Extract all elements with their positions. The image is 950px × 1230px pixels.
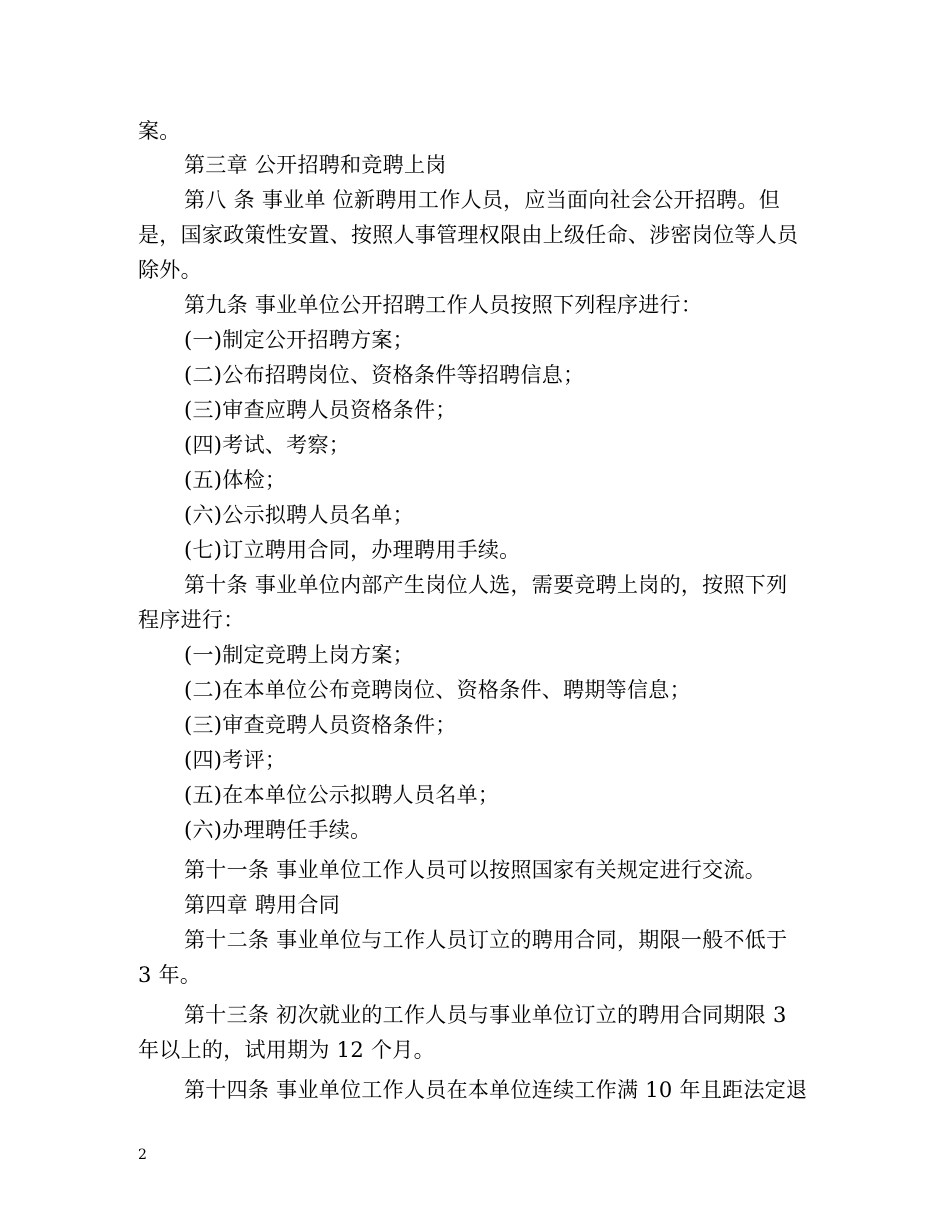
page-number: 2: [138, 1147, 147, 1163]
list-item: (一)制定竞聘上岗方案；: [184, 643, 414, 667]
list-item: (四)考评；: [184, 748, 287, 772]
text-line: 第九条 事业单位公开招聘工作人员按照下列程序进行：: [184, 293, 703, 317]
text-line: 案。: [138, 119, 181, 143]
list-item: (三)审查竞聘人员资格条件；: [184, 713, 457, 737]
list-item: (七)订立聘用合同，办理聘用手续。: [184, 538, 521, 562]
text-line: 程序进行：: [138, 608, 245, 632]
text-line: 第十二条 事业单位与工作人员订立的聘用合同，期限一般不低于: [184, 928, 788, 952]
chapter-heading: 第四章 聘用合同: [184, 893, 341, 917]
list-item: (一)制定公开招聘方案；: [184, 328, 414, 352]
text-line: 是，国家政策性安置、按照人事管理权限由上级任命、涉密岗位等人员: [138, 223, 799, 247]
text-line: 第十一条 事业单位工作人员可以按照国家有关规定进行交流。: [184, 858, 767, 882]
text-line: 3 年。: [138, 963, 202, 987]
text-line: 第十三条 初次就业的工作人员与事业单位订立的聘用合同期限 3: [184, 1003, 787, 1027]
list-item: (四)考试、考察；: [184, 433, 351, 457]
text-line: 第十四条 事业单位工作人员在本单位连续工作满 10 年且距法定退: [184, 1078, 808, 1102]
text-line: 第十条 事业单位内部产生岗位人选，需要竞聘上岗的，按照下列: [184, 573, 788, 597]
text-line: 年以上的，试用期为 12 个月。: [138, 1038, 435, 1062]
list-item: (二)在本单位公布竞聘岗位、资格条件、聘期等信息；: [184, 678, 691, 702]
list-item: (六)办理聘任手续。: [184, 818, 372, 842]
list-item: (二)公布招聘岗位、资格条件等招聘信息；: [184, 363, 585, 387]
text-line: 第八 条 事业单 位新聘用工作人员，应当面向社会公开招聘。但: [184, 188, 781, 212]
list-item: (五)在本单位公示拟聘人员名单；: [184, 783, 500, 807]
text-line: 除外。: [138, 258, 202, 282]
chapter-heading: 第三章 公开招聘和竞聘上岗: [184, 153, 447, 177]
list-item: (三)审查应聘人员资格条件；: [184, 398, 457, 422]
list-item: (五)体检；: [184, 468, 287, 492]
list-item: (六)公示拟聘人员名单；: [184, 503, 414, 527]
